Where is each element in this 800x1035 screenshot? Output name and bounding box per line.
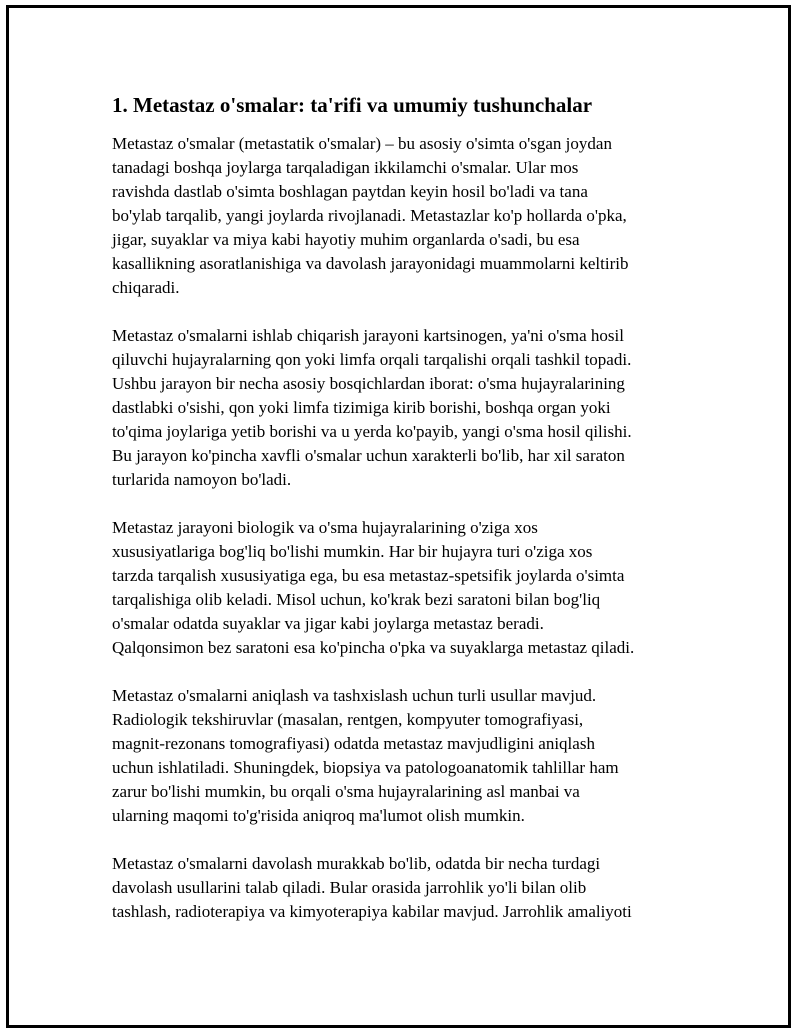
- paragraph-treatment: [112, 852, 702, 924]
- paragraph-biology: [112, 516, 702, 660]
- text-line: qiluvchi hujayralarning qon yoki limfa orqali tarqalishi orqali tashkil topadi.: [112, 350, 632, 369]
- text-line: chiqaradi.: [112, 278, 180, 297]
- text-line: to'qima joylariga yetib borishi va u yerda ko'payib, yangi o'sma hosil qilishi.: [112, 422, 632, 441]
- text-line: jigar, suyaklar va miya kabi hayotiy muhim organlarda o'sadi, bu esa: [112, 230, 580, 249]
- text-line: Radiologik tekshiruvlar (masalan, rentgen, kompyuter tomografiyasi,: [112, 710, 584, 729]
- text-line: tanadagi boshqa joylarga tarqaladigan ikkilamchi o'smalar. Ular mos: [112, 158, 579, 177]
- text-line: kasallikning asoratlanishiga va davolash jarayonidagi muammolarni keltirib: [112, 254, 629, 273]
- text-line: bo'ylab tarqalib, yangi joylarda rivojlanadi. Metastazlar ko'p hollarda o'pka,: [112, 206, 627, 225]
- text-line: Metastaz o'smalarni aniqlash va tashxislash uchun turli usullar mavjud.: [112, 686, 597, 705]
- paragraph-process: [112, 324, 702, 492]
- text-line: Ushbu jarayon bir necha asosiy bosqichlardan iborat: o'sma hujayralarining: [112, 374, 625, 393]
- document-body: [112, 92, 702, 948]
- text-line: ularning maqomi to'g'risida aniqroq ma'lumot olish mumkin.: [112, 806, 525, 825]
- text-line: dastlabki o'sishi, qon yoki limfa tizimiga kirib borishi, boshqa organ yoki: [112, 398, 611, 417]
- paragraph-definition: [112, 132, 702, 300]
- text-line: xususiyatlariga bog'liq bo'lishi mumkin. Har bir hujayra turi o'ziga xos: [112, 542, 593, 561]
- paragraph-diagnosis: [112, 684, 702, 828]
- text-line: Qalqonsimon bez saratoni esa ko'pincha o'pka va suyaklarga metastaz qiladi.: [112, 638, 635, 657]
- section-heading: 1. Metastaz o'smalar: ta'rifi va umumiy tushunchalar: [112, 93, 593, 117]
- text-line: Metastaz o'smalarni ishlab chiqarish jarayoni kartsinogen, ya'ni o'sma hosil: [112, 326, 624, 345]
- text-line: ravishda dastlab o'simta boshlagan paytdan keyin hosil bo'ladi va tana: [112, 182, 588, 201]
- text-line: tarzda tarqalish xususiyatiga ega, bu esa metastaz-spetsifik joylarda o'simta: [112, 566, 625, 585]
- text-line: turlarida namoyon bo'ladi.: [112, 470, 292, 489]
- text-line: tashlash, radioterapiya va kimyoterapiya kabilar mavjud. Jarrohlik amaliyoti: [112, 902, 632, 921]
- text-line: o'smalar odatda suyaklar va jigar kabi joylarga metastaz beradi.: [112, 614, 544, 633]
- text-line: Metastaz o'smalar (metastatik o'smalar) – bu asosiy o'simta o'sgan joydan: [112, 134, 612, 153]
- text-line: davolash usullarini talab qiladi. Bular orasida jarrohlik yo'li bilan olib: [112, 878, 587, 897]
- text-line: Metastaz jarayoni biologik va o'sma hujayralarining o'ziga xos: [112, 518, 538, 537]
- text-line: Bu jarayon ko'pincha xavfli o'smalar uchun xarakterli bo'lib, har xil saraton: [112, 446, 625, 465]
- text-line: tarqalishiga olib keladi. Misol uchun, ko'krak bezi saratoni bilan bog'liq: [112, 590, 601, 609]
- text-line: magnit-rezonans tomografiyasi) odatda metastaz mavjudligini aniqlash: [112, 734, 595, 753]
- text-line: Metastaz o'smalarni davolash murakkab bo'lib, odatda bir necha turdagi: [112, 854, 601, 873]
- text-line: uchun ishlatiladi. Shuningdek, biopsiya va patologoanatomik tahlillar ham: [112, 758, 619, 777]
- text-line: zarur bo'lishi mumkin, bu orqali o'sma hujayralarining asl manbai va: [112, 782, 580, 801]
